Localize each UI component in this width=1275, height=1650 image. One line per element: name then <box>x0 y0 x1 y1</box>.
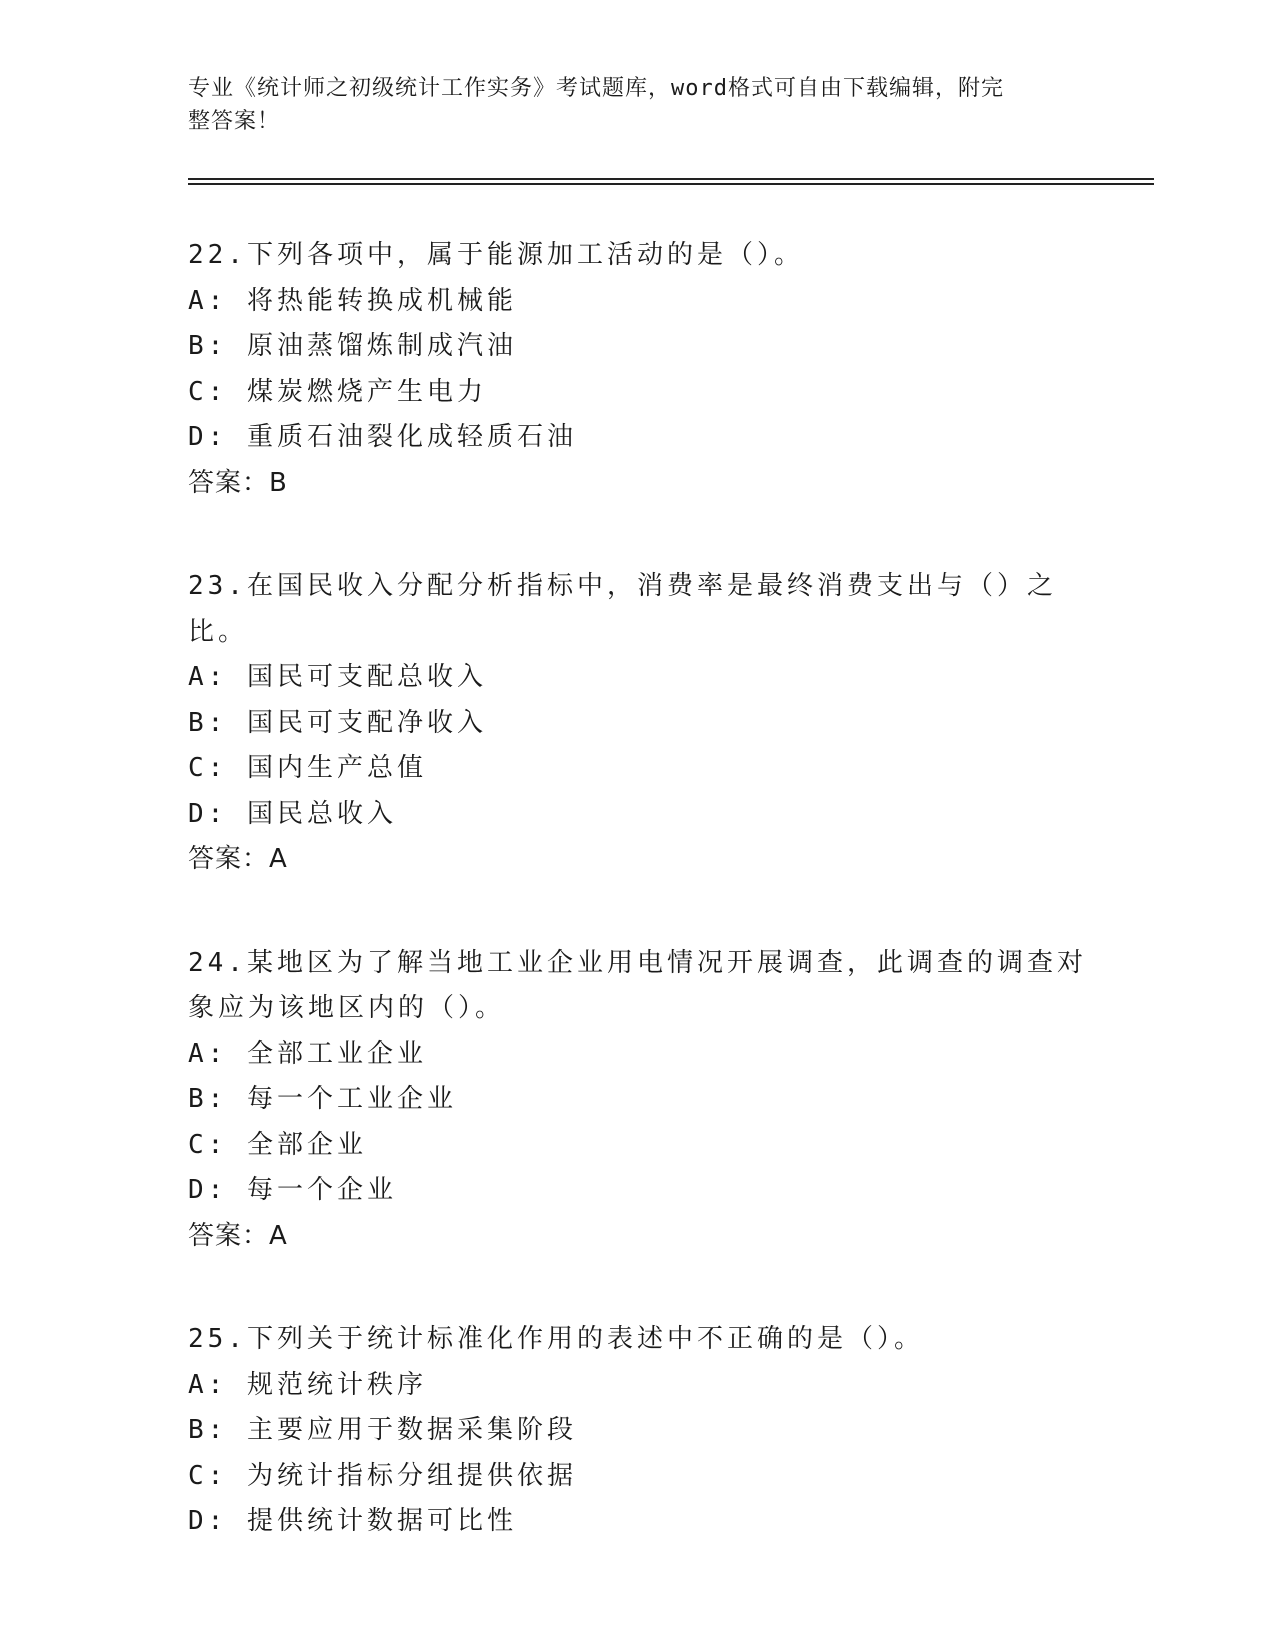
header-line-1: 专业《统计师之初级统计工作实务》考试题库，word格式可自由下载编辑，附完 <box>188 76 1004 101</box>
header-divider-bottom <box>188 183 1154 185</box>
answer-value: A <box>269 844 288 874</box>
option-b: B: 原油蒸馏炼制成汽油 <box>188 331 517 361</box>
question-22 <box>188 233 1148 506</box>
option-b: B: 每一个工业企业 <box>188 1084 457 1114</box>
question-stem: 24.某地区为了解当地工业企业用电情况开展调查，此调查的调查对象应为该地区内的（）。 <box>188 947 1087 1023</box>
option-a: A: 全部工业企业 <box>188 1038 427 1069</box>
option-c: C: 国内生产总值 <box>188 753 427 783</box>
option-a: A: 国民可支配总收入 <box>188 662 487 692</box>
answer-value: B <box>269 467 288 498</box>
answer-label: 答案： <box>188 467 270 498</box>
answer-label: 答案： <box>188 844 270 874</box>
option-a: A: 将热能转换成机械能 <box>188 285 517 316</box>
question-stem: 22.下列各项中，属于能源加工活动的是（）。 <box>188 240 804 270</box>
option-b: B: 国民可支配净收入 <box>188 707 487 738</box>
document-header <box>188 72 1068 138</box>
option-c: C: 为统计指标分组提供依据 <box>188 1460 577 1491</box>
question-list <box>188 233 1148 1603</box>
option-d: D: 每一个企业 <box>188 1175 397 1205</box>
option-d: D: 国民总收入 <box>188 798 397 829</box>
question-23 <box>188 564 1148 883</box>
answer-line <box>188 1214 1148 1260</box>
header-divider-top <box>188 178 1154 180</box>
question-stem: 25.下列关于统计标准化作用的表述中不正确的是（）。 <box>188 1324 924 1354</box>
option-d: D: 重质石油裂化成轻质石油 <box>188 422 577 452</box>
answer-value: A <box>269 1220 288 1251</box>
answer-label: 答案： <box>188 1220 270 1251</box>
question-stem: 23.在国民收入分配分析指标中，消费率是最终消费支出与（）之比。 <box>188 571 1057 647</box>
question-24 <box>188 941 1148 1260</box>
question-25 <box>188 1317 1148 1545</box>
answer-line <box>188 837 1148 883</box>
option-a: A: 规范统计秩序 <box>188 1369 427 1400</box>
answer-line <box>188 461 1148 507</box>
header-line-2: 整答案！ <box>188 109 281 134</box>
option-c: C: 煤炭燃烧产生电力 <box>188 376 487 407</box>
option-c: C: 全部企业 <box>188 1129 367 1160</box>
option-b: B: 主要应用于数据采集阶段 <box>188 1415 577 1445</box>
option-d: D: 提供统计数据可比性 <box>188 1506 517 1536</box>
